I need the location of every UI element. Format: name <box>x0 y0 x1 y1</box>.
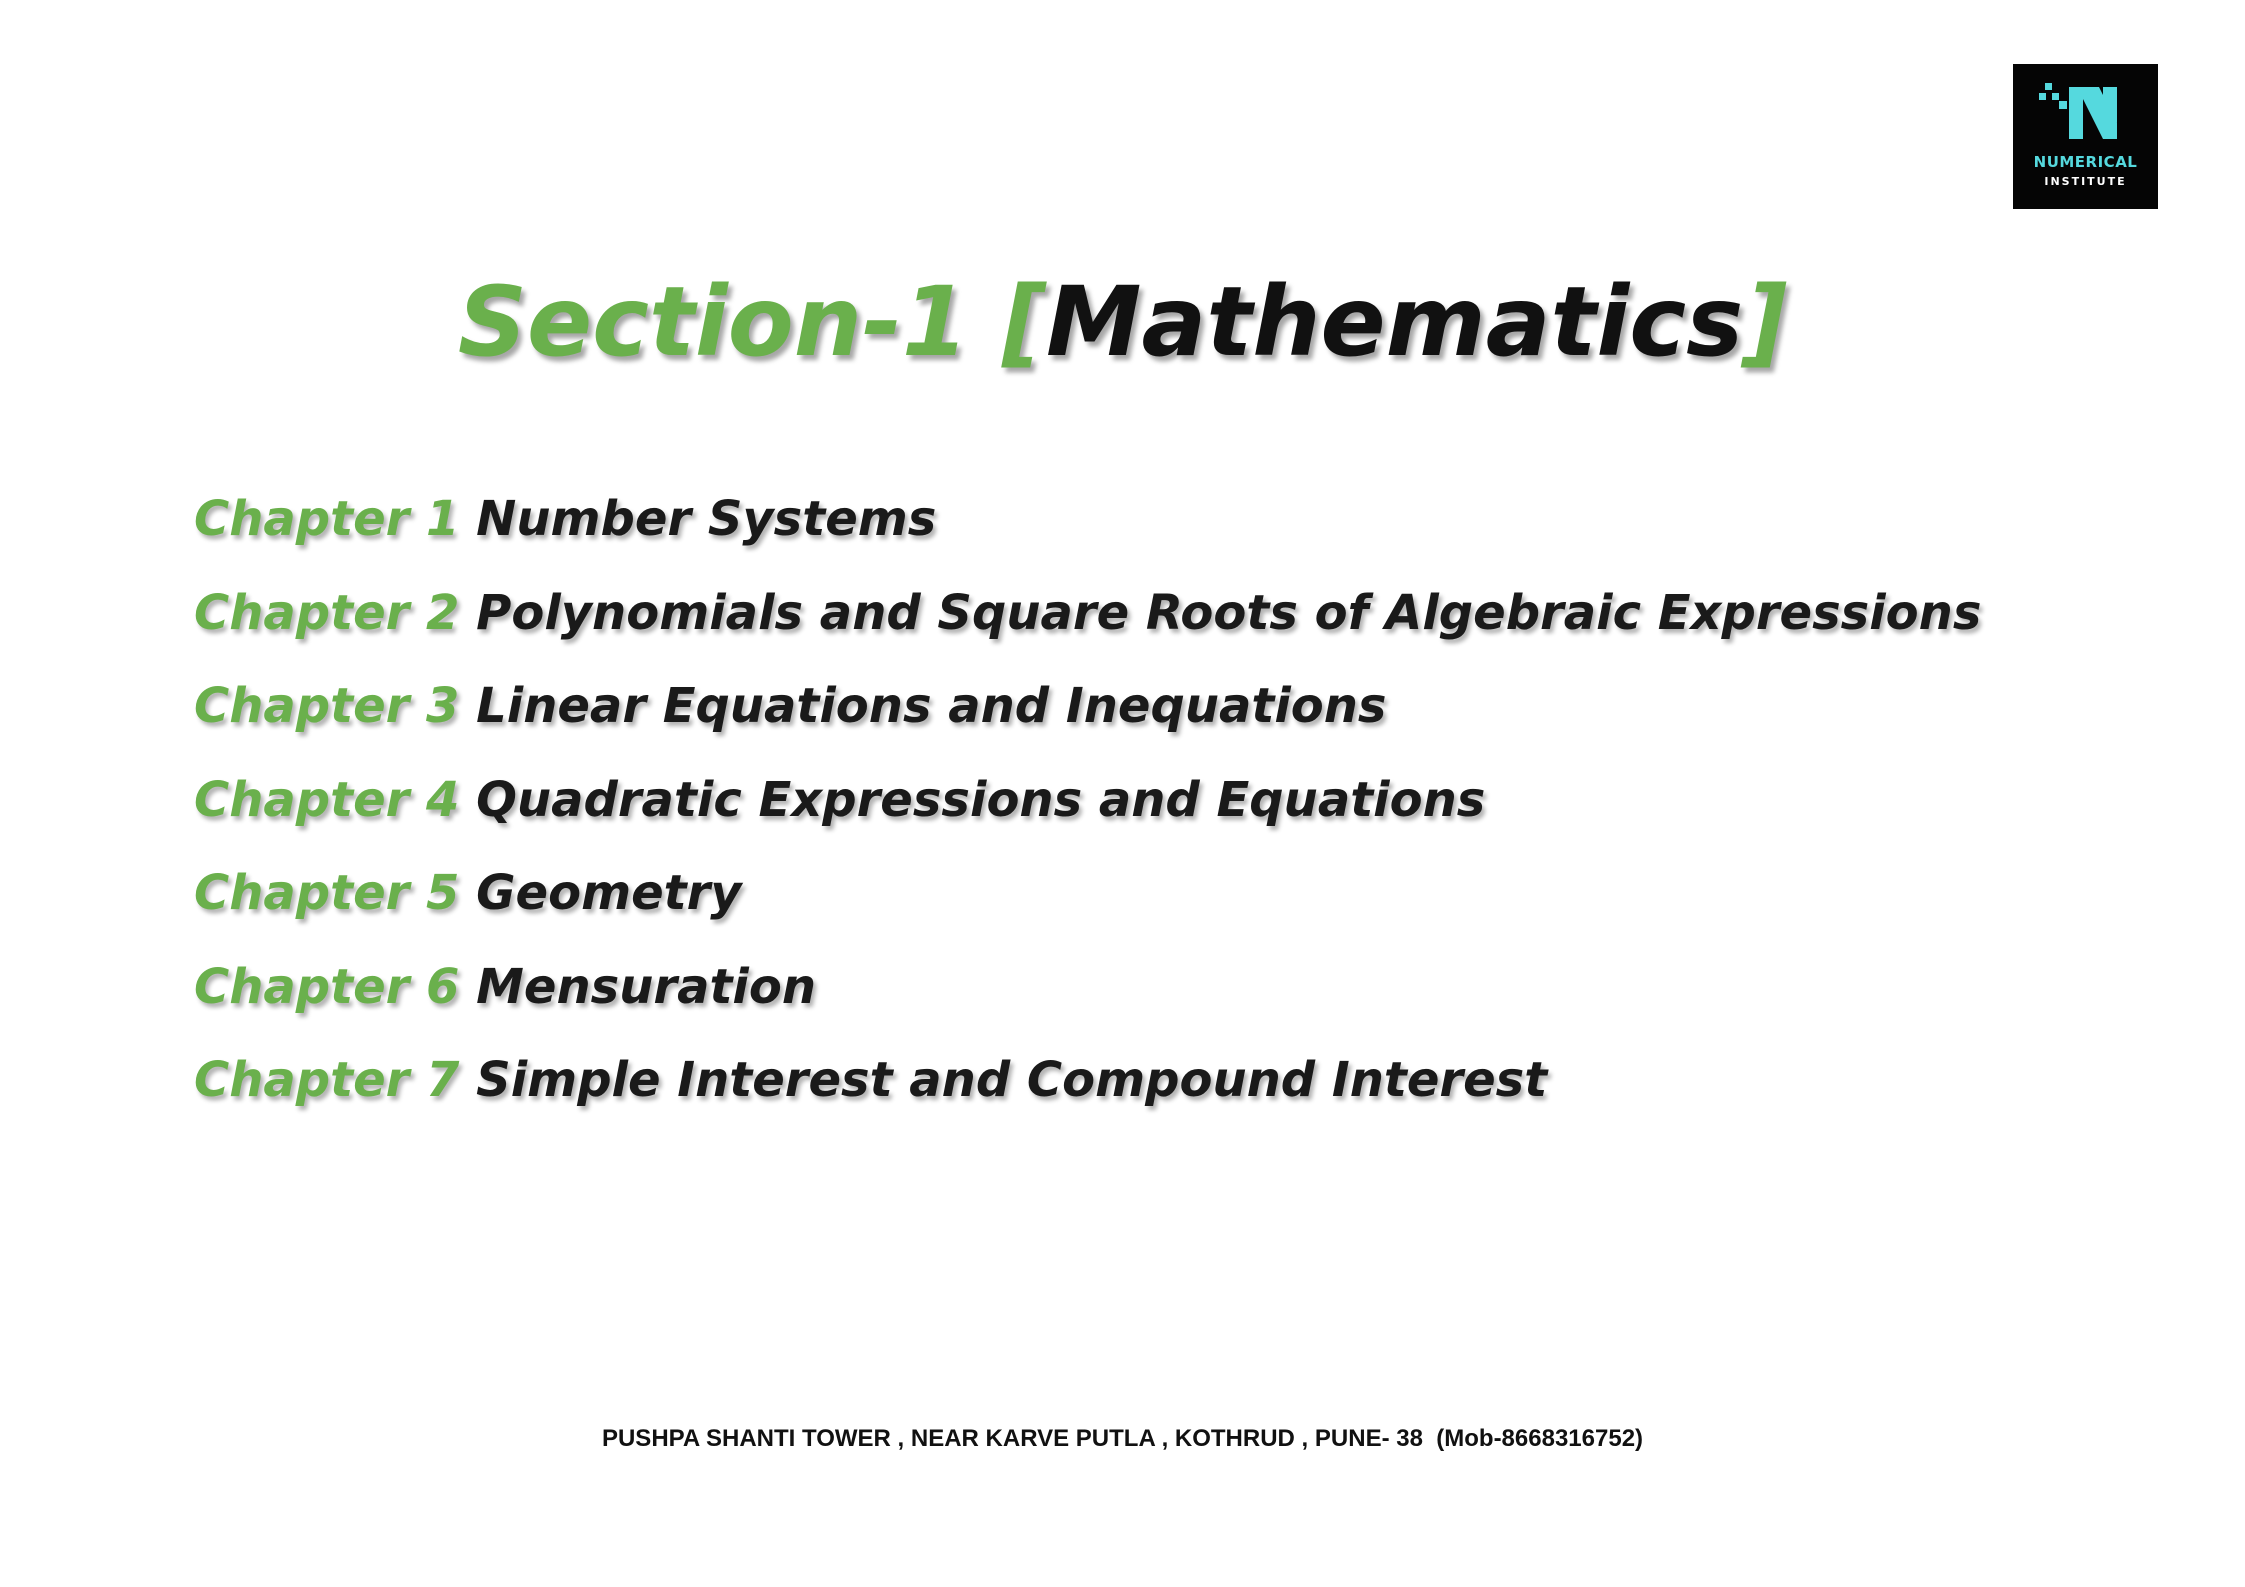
chapter-list <box>194 484 1981 1139</box>
chapter-label: Chapter 6 <box>194 958 460 1015</box>
chapter-label: Chapter 2 <box>194 584 460 641</box>
chapter-name: Quadratic Expressions and Equations <box>476 771 1486 828</box>
chapter-label: Chapter 4 <box>194 771 460 828</box>
chapter-name: Number Systems <box>476 491 937 547</box>
chapter-name: Simple Interest and Compound Interest <box>476 1052 1548 1108</box>
chapter-name: Polynomials and Square Roots of Algebraic Expressions <box>476 584 1982 641</box>
chapter-item <box>194 858 1981 952</box>
logo-name: NUMERICAL <box>2033 153 2138 171</box>
n-logo-icon <box>2039 77 2132 152</box>
bracket-close: ] <box>1743 266 1788 378</box>
chapter-label: Chapter 1 <box>194 491 460 547</box>
chapter-item <box>194 1045 1981 1139</box>
chapter-item <box>194 671 1981 765</box>
chapter-label: Chapter 5 <box>194 865 460 921</box>
chapter-label: Chapter 3 <box>194 678 460 734</box>
subject-name: Mathematics <box>1046 266 1744 378</box>
chapter-item <box>194 578 1981 672</box>
chapter-item <box>194 765 1981 859</box>
chapter-name: Mensuration <box>476 958 816 1015</box>
institute-logo <box>2013 64 2158 209</box>
page-title <box>0 262 2245 382</box>
logo-subtitle: INSTITUTE <box>2044 175 2127 188</box>
section-label: Section-1 <box>457 266 969 378</box>
chapter-item <box>194 952 1981 1046</box>
chapter-name: Linear Equations and Inequations <box>476 678 1387 734</box>
chapter-label: Chapter 7 <box>194 1052 460 1108</box>
chapter-name: Geometry <box>476 865 742 921</box>
chapter-item <box>194 484 1981 578</box>
bracket-open: [ <box>1002 266 1046 378</box>
footer-address: PUSHPA SHANTI TOWER , NEAR KARVE PUTLA , KOTHRUD , PUNE- 38 (Mob-8668316752) <box>601 1425 1644 1452</box>
